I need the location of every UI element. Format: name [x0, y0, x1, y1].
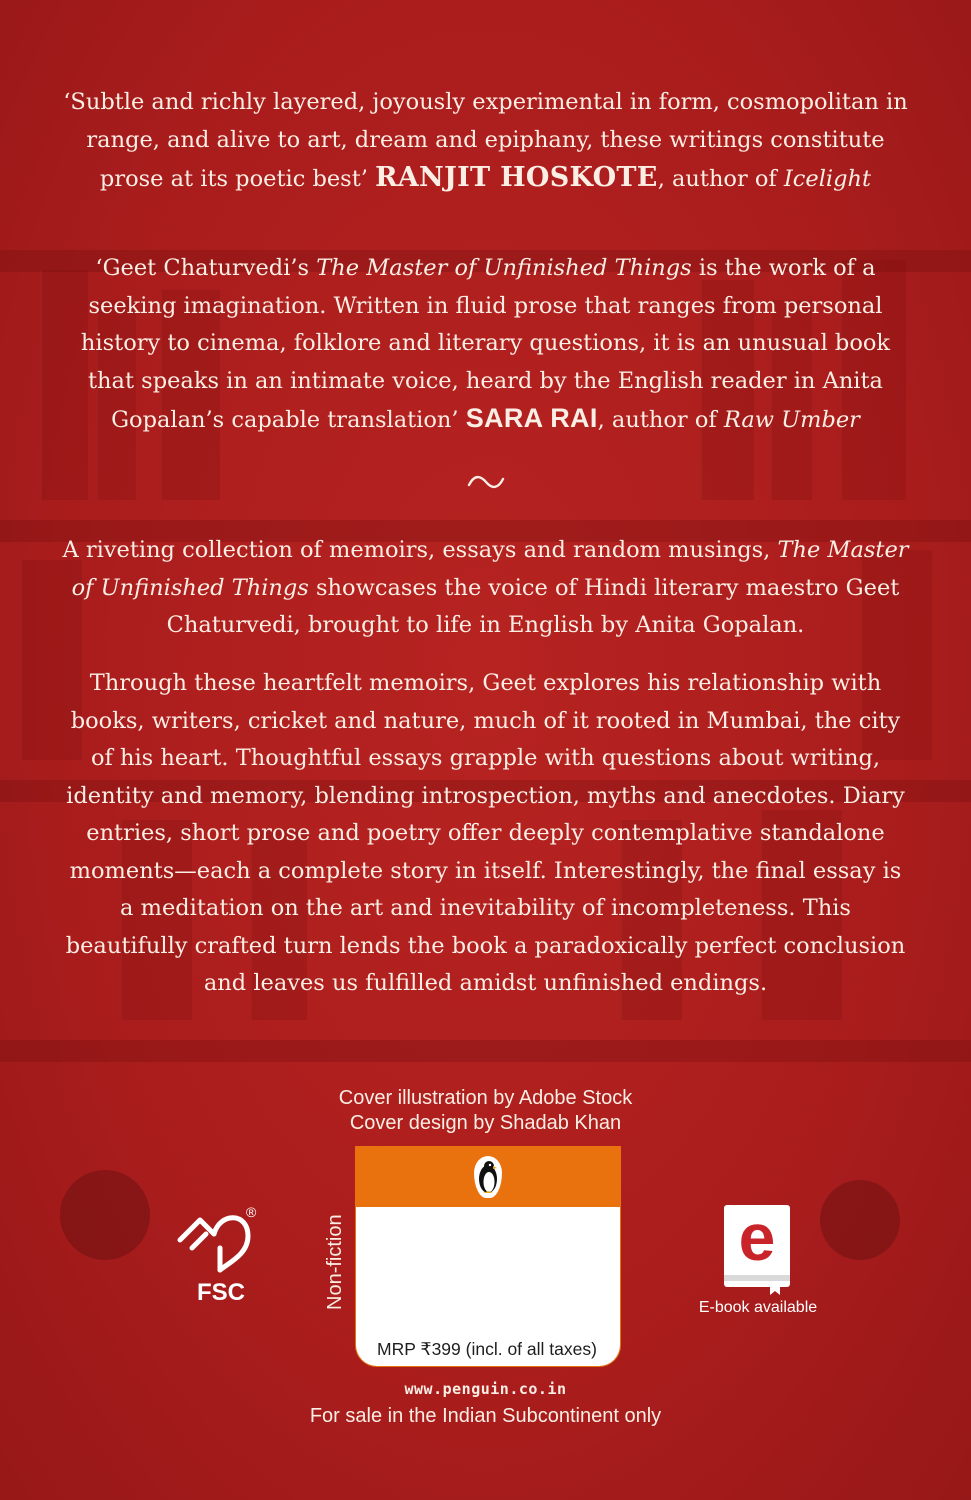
blurb-text: showcases the voice of Hindi literary maestro Geet Chaturvedi, brought to life in English by Anita Gopalan. — [166, 574, 900, 638]
quote-author-note: , author of — [657, 166, 784, 192]
penguin-price-panel — [355, 1146, 621, 1368]
quote-book-title: The Master of Unfinished Things — [316, 255, 692, 281]
ebook-badge — [722, 1200, 794, 1295]
quote-author-work: Icelight — [783, 166, 872, 192]
quote-text: ‘Geet Chaturvedi’s — [95, 255, 317, 281]
sale-region-note: For sale in the Indian Subcontinent only — [309, 1405, 662, 1427]
cover-illustration-credit: Cover illustration by Adobe Stock — [338, 1087, 633, 1109]
quote-author: RANJIT HOSKOTE — [375, 162, 658, 193]
blurb-book-title: The Master of Unfinished Things — [71, 537, 909, 601]
cover-design-credit: Cover design by Shadab Khan — [349, 1112, 622, 1134]
penguin-icon — [474, 1156, 502, 1198]
ornament-divider — [466, 472, 506, 492]
endorsement-quote-2 — [60, 250, 911, 440]
blurb-paragraph-2: Through these heartfelt memoirs, Geet explores his relationship with books, writers, cricket and nature, much of it rooted in Mumbai, the city of his heart. Thoughtful essays grapple with questions about writing, identity and memory, blending introspection, myths and anecdotes. Diary entries, short prose and poetry offer deeply contemplative standalone moments—each a complete story in itself. Interestingly, the final essay is a meditation on the art and inevitability of incompleteness. This beautifully crafted turn lends the book a paradoxically perfect conclusion and leaves us fulfilled amidst unfinished endings. — [65, 670, 906, 996]
blurb-paragraph-1 — [60, 532, 911, 645]
quote-author-note: , author of — [597, 407, 724, 433]
quote-text: ‘Subtle and richly layered, joyously experimental in form, cosmopolitan in range, and alive to art, dream and epiphany, these writings constitute prose at its poetic best’ — [63, 89, 908, 192]
quote-author-work: Raw Umber — [723, 407, 860, 433]
blurb-text: A riveting collection of memoirs, essays and random musings, — [62, 537, 778, 563]
quote-text-body: is the work of a seeking imagination. Written in fluid prose that ranges from personal history to cinema, folklore and literary questions, it is an unusual book that speaks in an intimate voice, heard by the English reader in Anita Gopalan’s capable translation’ — [80, 255, 891, 433]
registered-mark: ® — [246, 1204, 257, 1220]
publisher-url[interactable]: www.penguin.co.in — [404, 1380, 567, 1398]
penguin-orange-band — [355, 1146, 621, 1207]
mrp-price: MRP ₹399 (incl. of all taxes) — [377, 1339, 597, 1359]
category-label: Non-fiction — [324, 1214, 346, 1310]
quote-author: SARA RAI — [465, 403, 598, 433]
fsc-label: FSC — [197, 1279, 245, 1306]
penguin-logo — [474, 1156, 502, 1198]
endorsement-quote-1 — [60, 84, 911, 199]
wave-ornament-icon — [466, 472, 506, 492]
fsc-logo — [170, 1204, 270, 1280]
ebook-letter: e — [738, 1200, 776, 1274]
ebook-label: E-book available — [698, 1299, 818, 1316]
